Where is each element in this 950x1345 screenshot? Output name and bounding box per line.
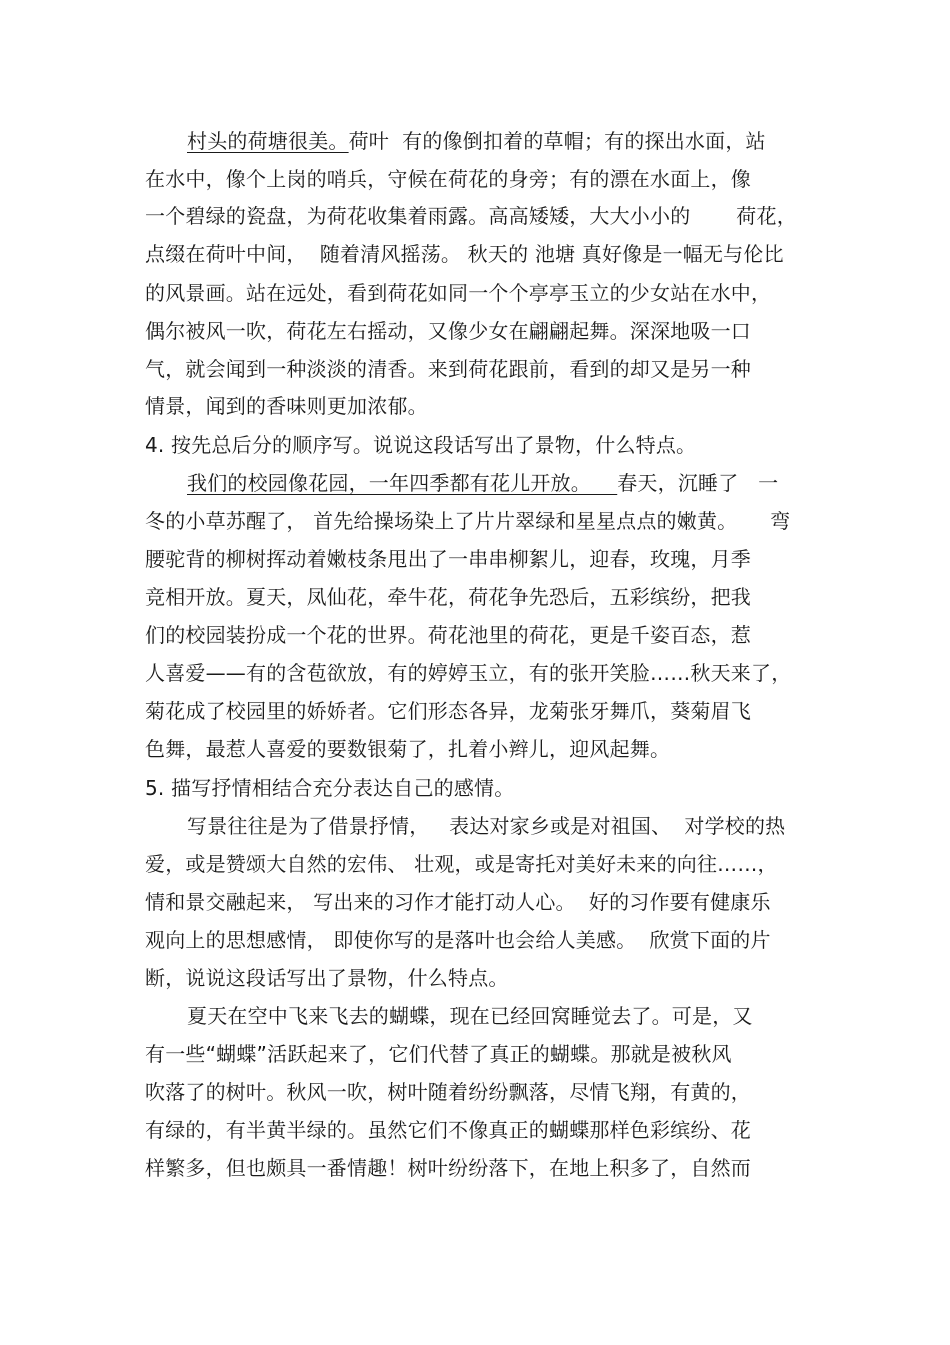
text-line	[145, 622, 751, 648]
text-line	[145, 318, 751, 344]
text-span: 色舞，最惹人喜爱的要数银菊了，扎着小辫儿，迎风起舞。	[145, 737, 671, 761]
text-span: 断，说说这段话写出了景物，什么特点。	[145, 966, 509, 990]
text-line	[145, 393, 428, 419]
text-span: 在水中，像个上岗的哨兵，守候在荷花的身旁；有的漂在水面上，像	[145, 167, 751, 191]
text-span: 样繁多，但也颇具一番情趣！树叶纷纷落下，在地上积多了，自然而	[145, 1156, 751, 1180]
text-line	[145, 356, 751, 382]
text-line	[145, 1117, 751, 1143]
text-span: 夏天在空中飞来飞去的蝴蝶，现在已经回窝睡觉去了。可是，又	[187, 1004, 753, 1028]
text-span: 竞相开放。夏天，凤仙花，牵牛花，荷花争先恐后，五彩缤纷，把我	[145, 585, 751, 609]
text-span: 菊花成了校园里的娇娇者。它们形态各异，龙菊张牙舞爪，葵菊眉飞	[145, 699, 751, 723]
text-span: 人喜爱——有的含苞欲放，有的婷婷玉立，有的张开笑脸……秋天来了，	[145, 661, 792, 685]
text-line	[145, 1155, 751, 1181]
text-span: 情景，闻到的香味则更加浓郁。	[145, 394, 428, 418]
text-line	[145, 241, 784, 267]
text-span: 冬的小草苏醒了， 首先给操场染上了片片翠绿和星星点点的嫩黄。 弯	[145, 509, 791, 533]
text-line	[145, 889, 771, 915]
text-span: 腰驼背的柳树挥动着嫩枝条甩出了一串串柳絮儿，迎春，玫瑰，月季	[145, 547, 751, 571]
text-span: 一个碧绿的瓷盘，为荷花收集着雨露。高高矮矮，大大小小的 荷花，	[145, 204, 797, 228]
text-span: 春天，沉睡了 一	[617, 471, 779, 495]
text-span: 有绿的，有半黄半绿的。虽然它们不像真正的蝴蝶那样色彩缤纷、花	[145, 1118, 751, 1142]
text-line	[145, 432, 696, 458]
text-span: 荷叶 有的像倒扣着的草帽；有的探出水面，站	[348, 129, 766, 153]
text-line	[145, 584, 751, 610]
text-line	[145, 775, 514, 801]
text-line	[145, 280, 771, 306]
text-line	[187, 128, 766, 154]
underlined-text: 我们的校园像花园，一年四季都有花儿开放。	[187, 471, 618, 495]
text-span: 偶尔被风一吹，荷花左右摇动，又像少女在翩翩起舞。深深地吸一口	[145, 319, 751, 343]
text-line	[145, 1041, 732, 1067]
text-line	[187, 1003, 753, 1029]
text-line	[145, 166, 751, 192]
text-line	[187, 813, 785, 839]
text-span: 气，就会闻到一种淡淡的清香。来到荷花跟前，看到的却又是另一种	[145, 357, 751, 381]
text-line	[145, 927, 771, 953]
text-line	[145, 965, 509, 991]
text-line	[187, 470, 778, 496]
text-line	[145, 546, 751, 572]
text-span: 有一些“蝴蝶”活跃起来了，它们代替了真正的蝴蝶。那就是被秋风	[145, 1042, 732, 1066]
text-span: 们的校园装扮成一个花的世界。荷花池里的荷花，更是千姿百态，惹	[145, 623, 751, 647]
text-span: 的风景画。站在远处，看到荷花如同一个个亭亭玉立的少女站在水中，	[145, 281, 772, 305]
text-span: 5. 描写抒情相结合充分表达自己的感情。	[145, 776, 515, 800]
text-line	[145, 736, 670, 762]
text-span: 吹落了的树叶。秋风一吹，树叶随着纷纷飘落，尽情飞翔，有黄的，	[145, 1080, 751, 1104]
text-span: 4. 按先总后分的顺序写。说说这段话写出了景物，什么特点。	[145, 433, 697, 457]
text-span: 点缀在荷叶中间， 随着清风摇荡。 秋天的 池塘 真好像是一幅无与伦比	[145, 242, 784, 266]
text-line	[145, 851, 778, 877]
text-span: 观向上的思想感情， 即使你写的是落叶也会给人美感。 欣赏下面的片	[145, 928, 771, 952]
text-span: 写景往往是为了借景抒情， 表达对家乡或是对祖国、 对学校的热	[187, 814, 786, 838]
text-span: 情和景交融起来， 写出来的习作才能打动人心。 好的习作要有健康乐	[145, 890, 771, 914]
text-line	[145, 698, 751, 724]
text-line	[145, 660, 791, 686]
text-span: 爱，或是赞颂大自然的宏伟、 壮观，或是寄托对美好未来的向往……，	[145, 852, 778, 876]
text-line	[145, 1079, 751, 1105]
underlined-text: 村头的荷塘很美。	[187, 129, 349, 153]
text-line	[145, 508, 790, 534]
text-line	[145, 203, 797, 229]
